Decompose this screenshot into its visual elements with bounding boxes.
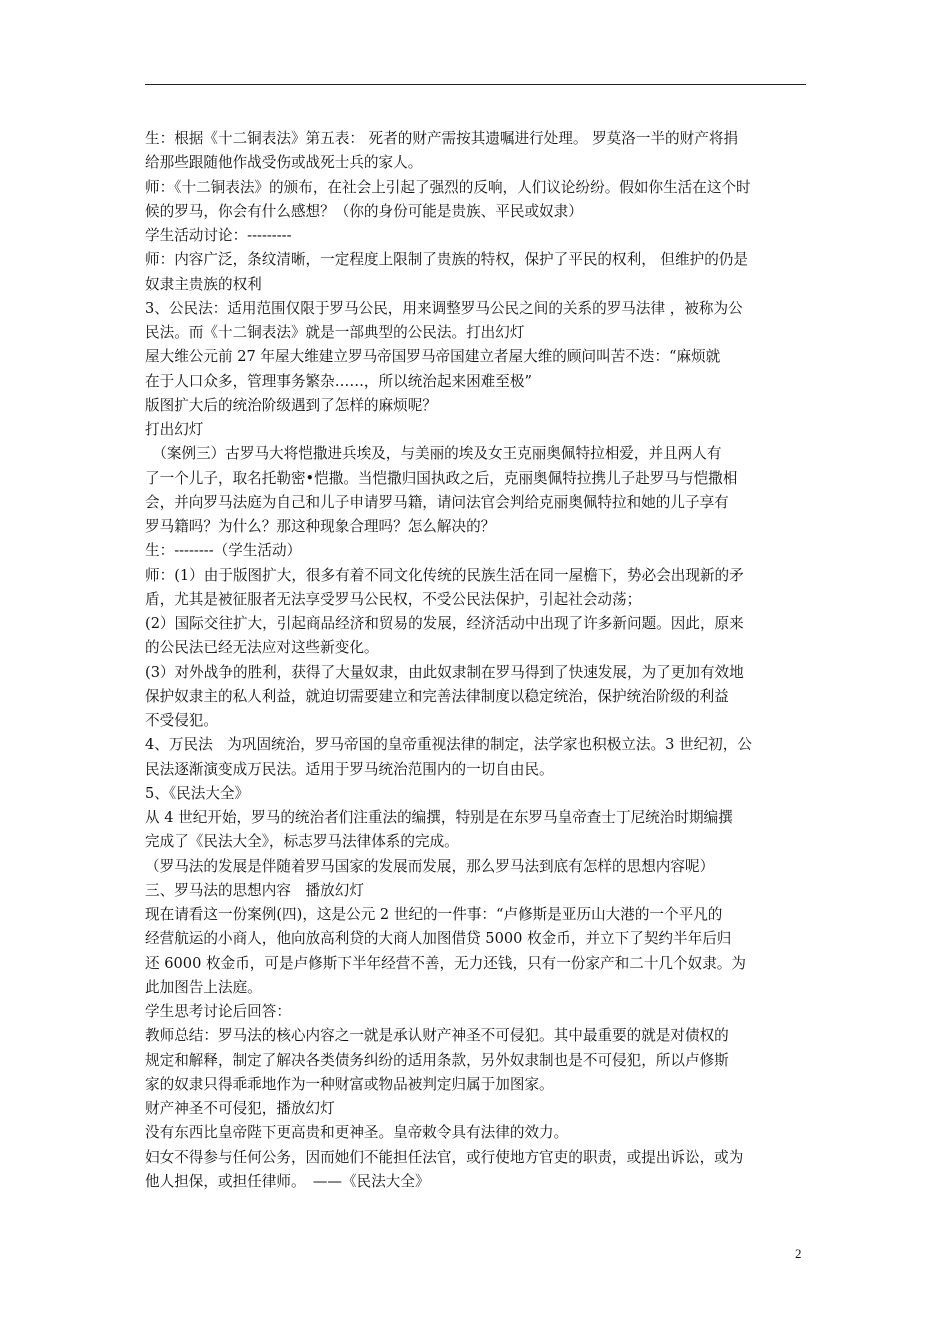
text-line: 此加图告上法庭。 <box>145 978 262 996</box>
text-line: 教师总结：罗马法的核心内容之一就是承认财产神圣不可侵犯。其中最重要的就是对债权的 <box>145 1027 729 1045</box>
text-line: 罗马籍吗？为什么？那这种现象合理吗？怎么解决的？ <box>145 518 496 535</box>
text-line: 家的奴隶只得乖乖地作为一种财富或物品被判定归属于加图家。 <box>145 1075 554 1093</box>
text-line: 的公民法已经无法应对这些新变化。 <box>145 639 379 657</box>
text-line: 了一个儿子，取名托勒密•恺撒。当恺撒归国执政之后，克丽奥佩特拉携儿子赴罗马与恺撒相 <box>145 469 738 487</box>
header-rule <box>145 84 806 85</box>
text-line: 3、公民法：适用范围仅限于罗马公民，用来调整罗马公民之间的关系的罗马法律 ，被称为公 <box>145 299 743 317</box>
text-line: 民法。而《十二铜表法》就是一部典型的公民法。打出幻灯 <box>145 324 525 341</box>
text-line: 在于人口众多，管理事务繁杂……，所以统治起来困难至极” <box>145 372 532 390</box>
text-line: 完成了《民法大全》，标志罗马法律体系的完成。 <box>145 833 459 851</box>
text-line: 还 6000 枚金币，可是卢修斯下半年经营不善，无力还钱，只有一份家产和二十几个奴隶。为 <box>145 954 746 972</box>
text-line: （案例三）古罗马大将恺撒进兵埃及，与美丽的埃及女王克丽奥佩特拉相爱，并且两人有 <box>145 445 722 463</box>
text-line: (2）国际交往扩大，引起商品经济和贸易的发展，经济活动中出现了许多新问题。因此，原来 <box>145 615 744 632</box>
text-line: 经营航运的小商人，他向放高利贷的大商人加图借贷 5000 枚金币，并立下了契约半年后归 <box>145 930 732 948</box>
text-line: 学生思考讨论后回答： <box>145 1003 291 1020</box>
text-line: 奴隶主贵族的权利 <box>145 275 262 293</box>
text-line: 不受侵犯。 <box>145 712 218 729</box>
text-line: (3）对外战争的胜利，获得了大量奴隶，由此奴隶制在罗马得到了快速发展，为了更加有效地 <box>145 663 744 681</box>
text-line: 会，并向罗马法庭为自己和儿子申请罗马籍，请问法官会判给克丽奥佩特拉和她的儿子享有 <box>145 493 729 511</box>
text-line: 5、《民法大全》 <box>145 784 250 802</box>
text-line: 生：--------（学生活动） <box>145 542 302 560</box>
text-line: 保护奴隶主的私人利益，就迫切需要建立和完善法律制度以稳定统治，保护统治阶级的利益 <box>145 687 729 705</box>
text-line: 从 4 世纪开始，罗马的统治者们注重法的编撰，特别是在东罗马皇帝查士丁尼统治时期编撰 <box>145 809 733 826</box>
text-line: 师：内容广泛，条纹清晰，一定程度上限制了贵族的特权，保护了平民的权利， 但维护的仍是 <box>145 251 748 269</box>
text-line: 现在请看这一份案例(四)，这是公元 2 世纪的一件事：“卢修斯是亚历山大港的一个平凡的 <box>145 906 723 923</box>
text-line: 妇女不得参与任何公务，因而她们不能担任法官，或行使地方官吏的职责，或提出诉讼，或为 <box>145 1148 744 1166</box>
text-line: 规定和解释，制定了解决各类债务纠纷的适用条款，另外奴隶制也是不可侵犯，所以卢修斯 <box>145 1051 729 1069</box>
text-line: 打出幻灯 <box>145 421 204 438</box>
text-line: 屋大维公元前 27 年屋大维建立罗马帝国罗马帝国建立者屋大维的顾问叫苦不迭：“麻烦就 <box>145 348 721 366</box>
text-line: 4、万民法 为巩固统治，罗马帝国的皇帝重视法律的制定，法学家也积极立法。3 世纪初，公 <box>145 736 752 754</box>
text-line: 版图扩大后的统治阶级遇到了怎样的麻烦呢？ <box>145 396 437 414</box>
text-line: 财产神圣不可侵犯，播放幻灯 <box>145 1100 335 1117</box>
text-line: 候的罗马，你会有什么感想？（你的身份可能是贵族、平民或奴隶） <box>145 202 583 220</box>
text-line: 没有东西比皇帝陛下更高贵和更神圣。皇帝敕令具有法律的效力。 <box>145 1124 569 1142</box>
document-body <box>145 127 807 1194</box>
text-line: （罗马法的发展是伴随着罗马国家的发展而发展，那么罗马法到底有怎样的思想内容呢） <box>145 857 715 875</box>
text-line: 师：(1）由于版图扩大，很多有着不同文化传统的民族生活在同一屋檐下，势必会出现新的矛 <box>145 566 744 584</box>
text-line: 民法逐渐演变成万民法。适用于罗马统治范围内的一切自由民。 <box>145 760 554 778</box>
page-number: 2 <box>795 1246 802 1261</box>
text-line: 学生活动讨论：--------- <box>145 227 292 244</box>
text-line: 盾，尤其是被征服者无法享受罗马公民权，不受公民法保护，引起社会动荡； <box>145 590 642 608</box>
text-line: 他人担保，或担任律师。 ——《民法大全》 <box>145 1172 430 1190</box>
text-line: 给那些跟随他作战受伤或战死士兵的家人。 <box>145 154 423 172</box>
text-line: 师：《十二铜表法》的颁布，在社会上引起了强烈的反响，人们议论纷纷。假如你生活在这个时 <box>145 178 751 196</box>
text-line: 生：根据《十二铜表法》第五表： 死者的财产需按其遗嘱进行处理。 罗莫洛一半的财产将捐 <box>145 130 739 147</box>
text-line: 三、罗马法的思想内容 播放幻灯 <box>145 881 364 899</box>
